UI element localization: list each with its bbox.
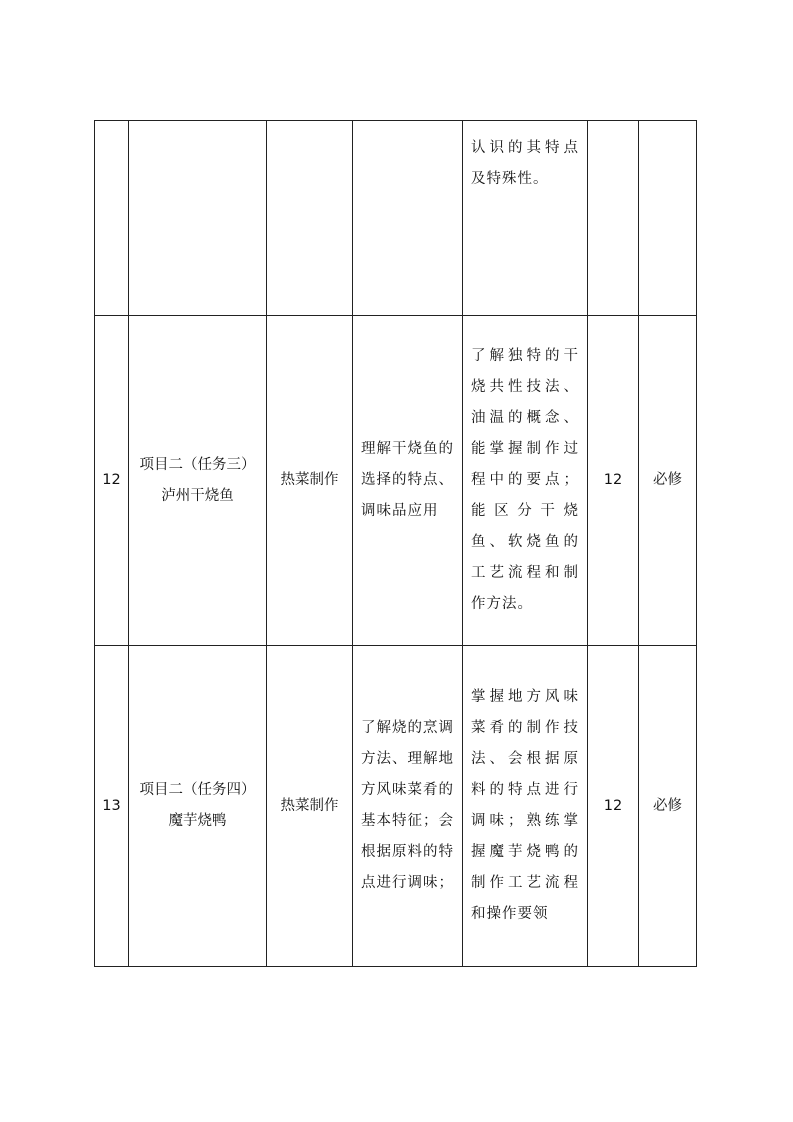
goal-cell — [353, 121, 463, 316]
course-type-cell: 必修 — [639, 646, 697, 967]
content-text: 认识的其特点及特殊性。 — [471, 140, 579, 187]
project-task-label: 项目二（任务四） — [139, 782, 256, 798]
project-task-label: 项目二（任务三） — [139, 456, 256, 473]
hours-cell — [588, 121, 639, 316]
course-type-cell: 必修 — [639, 316, 697, 646]
content-cell — [463, 646, 588, 967]
table-row — [95, 316, 697, 646]
course-type-cell — [639, 121, 697, 316]
row-number: 13 — [95, 646, 129, 967]
goal-text: 理解干烧鱼的选择的特点、调味品应用 — [361, 441, 454, 519]
dish-name: 泸州干烧鱼 — [161, 487, 234, 504]
project-name-cell — [129, 316, 267, 646]
content-text: 了解独特的干烧共性技法、油温的概念、能掌握制作过程中的要点；能区分干烧鱼、软烧鱼的工艺流程和制作方法。 — [471, 348, 579, 612]
project-name-cell — [129, 121, 267, 316]
dish-name: 魔芋烧鸭 — [168, 813, 227, 829]
goal-cell — [353, 646, 463, 967]
content-text: 掌握地方风味菜肴的制作技法、会根据原料的特点进行调味；熟练掌握魔芋烧鸭的制作工艺流程和操作要领 — [471, 689, 579, 922]
category-cell — [267, 121, 353, 316]
table-row — [95, 646, 697, 967]
content-cell — [463, 316, 588, 646]
course-table — [94, 120, 697, 967]
table-row — [95, 121, 697, 316]
row-number: 12 — [95, 316, 129, 646]
category-cell: 热菜制作 — [267, 316, 353, 646]
row-number — [95, 121, 129, 316]
goal-cell — [353, 316, 463, 646]
hours-cell: 12 — [588, 646, 639, 967]
content-cell — [463, 121, 588, 316]
project-name-cell — [129, 646, 267, 967]
hours-cell: 12 — [588, 316, 639, 646]
goal-text: 了解烧的烹调方法、理解地方风味菜肴的基本特征；会根据原料的特点进行调味； — [361, 720, 454, 891]
category-cell: 热菜制作 — [267, 646, 353, 967]
